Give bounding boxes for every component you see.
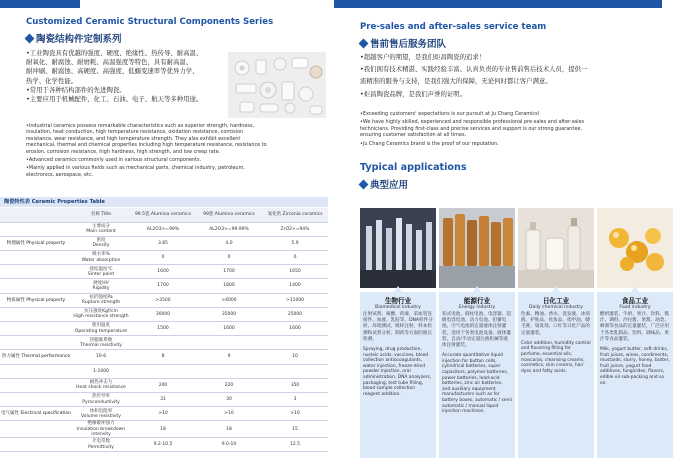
property-name-cn: 硬度HV [93,280,109,286]
property-name-cn: 主要成分 [92,224,110,230]
table-value-cell: 12.5 [262,437,328,451]
table-property-name [72,437,130,451]
app-card-biomedical [360,208,436,458]
table-value-cell: >10 [262,407,328,421]
table-group-cell [0,378,72,392]
section-title-cn-text: 陶瓷结构件定制系列 [36,34,122,45]
property-name-cn: 吸水率% [92,252,110,258]
property-name-cn: 体积电阻率 [89,408,113,414]
intro-en [26,123,328,178]
en-line: •Advanced ceramics commonly used in various structural components. [26,157,202,164]
table-value-cell: 1600 [196,322,262,336]
cn-line: 流精准的服务与支持，是我们强大的保障，无论何时都让客户满意。 [360,77,552,86]
table-value-cell: AL2O3>=99% [130,222,196,236]
table-row [0,236,328,250]
table-value-cell: 220 [196,378,262,392]
en-line: ensuring customer satisfaction at all times. [360,132,467,139]
table-property-name [72,236,130,250]
pointer-triangle-icon [552,286,560,292]
table-property-name [72,251,130,265]
table-value-cell: 35000 [196,307,262,321]
app-desc-cn: 酸奶灌装、牛奶、果汁、饮料、酱汁、调料、沙拉酱、果酱、油类、蜂蜜等食品的定量灌装，广泛应用于各类乳制品、饮料、调味品、果汁等食品灌装。 [600,312,669,342]
section-title-en: Customized Ceramic Structural Components Series [26,17,274,27]
table-property-name [72,222,130,236]
cn-line: •超越客户的期望，是我们炬昌陶瓷的追求！ [360,53,486,61]
table-value-cell: 200 [130,378,196,392]
table-row [0,364,328,378]
property-name-en: 1-1000 [93,368,109,374]
app-title-en: Energy industry [458,305,496,310]
table-group-cell [0,265,72,279]
property-name-en: High resistance strength [73,314,129,320]
property-name-cn: 抗压强度Kgf/cm [84,309,118,315]
table-value-cell: 18 [196,421,262,438]
table-value-cell: 0 [196,251,262,265]
property-name-cn: 绝缘破坏强力 [87,421,115,427]
app-card-daily-chemical [518,208,594,458]
property-name-cn: 烧结温度℃ [89,266,113,272]
table-value-cell: 10 [262,350,328,364]
table-group-cell [0,364,72,378]
table-group-cell: 物理属性 Physical property [0,236,72,250]
app-card-food [597,208,673,458]
table-value-cell: 9.2-10.5 [130,437,196,451]
en-line: mechanical, thermal and chemical properties including high temperature resistance, resistance to [26,142,267,149]
app-title-en: Biomedical industry [375,305,421,310]
app-title-cn: 生物行业 [384,297,412,305]
table-group-cell [0,336,72,350]
table-value-cell: 25000 [262,307,328,321]
table-value-cell: 1700 [130,279,196,293]
table-header-cell: 99瓷 Alumina ceramics [196,208,262,222]
service-cn [360,53,660,99]
property-name-cn: 抗折强度Pa [89,295,113,301]
table-header-group [0,208,72,222]
table-value-cell: 3 [262,392,328,406]
table-property-name [72,307,130,321]
table-value-cell: >10 [196,407,262,421]
property-name-en: Sinter point [87,271,115,277]
table-header-cell: 99.5瓷 Alumina ceramics [130,208,196,222]
diamond-bullet-icon [359,179,369,189]
property-name-en: Operating temperature [74,328,128,334]
app-desc-cn: 扣式电池、圆柱电池、电容器、超级电容电池、动力电池、铅蓄电池、空气电池的定量液体注射灌装，适用于各类电池设备、液体灌装、自动/手动定量注液机械等液体注射灌装。 [442,312,511,349]
table-group-cell [0,421,72,438]
property-name-en: Pyroconductivity [82,399,120,405]
table-property-name [72,364,130,378]
property-name-en: Main content [86,229,116,235]
en-line: technicians. Providing first-class and precise services and support is our strong guarantee, [360,125,582,132]
top-accent-bar [0,0,80,8]
application-cards [360,208,673,458]
app-desc-cn: 注射试剂、核酸、药液、采血管连接件、血液、乳胶等、DNA样件分析、环境测试、吸样注射、样本检测和试剂分析、制药等方面的液压检测。 [363,312,433,342]
app-info-energy [439,292,515,458]
property-name-cn: 热传导率 [92,394,110,400]
table-value-cell [130,336,196,350]
table-row [0,421,328,438]
properties-table [0,208,328,452]
property-name-en: Heat shock resistance [76,385,126,391]
en-line: insulation, heat conduction, high temperature resistance, oxidation resistance, corrosion [26,129,244,136]
typical-title-en: Typical applications [360,162,467,173]
app-desc-cn: 色素、精油、香水、洗发液、沐浴液、护肤品、化妆品、指甲油、睫毛膏、染发剂、口红等日化产品的定量灌装。 [521,312,590,336]
table-row [0,378,328,392]
en-line: •Mainly applied in various fields such as mechanical parts, chemical industry, petroleum, [26,165,245,172]
service-title-cn [360,36,446,50]
table-value-cell [262,336,328,350]
right-column [334,0,670,459]
table-value-cell: 1500 [130,322,196,336]
table-group-cell: 物质属性 Physical property [0,293,72,307]
property-name-en: Rigidity [92,286,110,292]
table-row [0,322,328,336]
table-property-name [72,279,130,293]
app-info-food [597,292,673,458]
table-value-cell [262,364,328,378]
cn-line: •常用于各种结构部件的先进陶瓷。 [26,85,126,94]
table-group-cell [0,392,72,406]
cosmetics-photo [518,208,594,288]
app-desc-en: Spraying, drug production, nucleic acids, vaccines, blood collection antiocoagulants, water injection, freeze-dried powder injection, oral administration, DNA analyzers, packaging, test tube filling, blood sample collection reagent addition. [363,347,432,397]
table-property-name [72,392,130,406]
pointer-triangle-icon [394,286,402,292]
left-column [0,0,328,459]
table-property-name [72,293,130,307]
table-value-cell: 30000 [130,307,196,321]
table-value-cell: 18 [130,421,196,438]
table-header-row [0,208,328,222]
table-value-cell: 4.0 [196,236,262,250]
en-line: resistance, wear resistance, and high temperature strength. They also exhibit excellent [26,135,241,142]
cn-line: •工业陶瓷具有优越的强度、硬度、绝缘性、热传导、耐高温、 [26,49,203,57]
pointer-triangle-icon [631,286,639,292]
app-info-daily-chemical [518,292,594,458]
table-property-name [72,378,130,392]
properties-table-wrap [0,208,328,452]
app-title-cn: 食品工业 [621,297,649,305]
table-value-cell: 1600 [262,322,328,336]
property-name-en: 10-6 [95,354,107,360]
table-value-cell: 8 [130,350,196,364]
pointer-triangle-icon [473,286,481,292]
table-property-name [72,322,130,336]
typical-title-cn-text: 典型应用 [370,180,409,191]
property-name-en: Rupture strength [81,300,121,306]
table-value-cell: 30 [196,392,262,406]
table-value-cell: ZrO2>=94% [262,222,328,236]
table-value-cell: 9.0-10 [196,437,262,451]
cn-line: •主要应用于机械配件、化工、石油、电子、航天等多种用途。 [26,95,203,104]
table-group-cell [0,251,72,265]
table-header-cell: 氧化锆 Zirconia ceramics [262,208,328,222]
en-line: •Exceeding customers' expectations is our pursuit at Ju Chang Ceramics! [360,111,540,117]
app-desc-en: Accurate quantitative liquid injection for button cells, cylindrical batteries, super capacitors, polymer batteries, power batteries, lead-acid batteries, zinc air batteries, and auxiliary equipment manufacturers such as for battery boxes, automatic / semi automatic / manual liquid injection machines. [442,353,512,415]
table-value-cell: 350 [262,378,328,392]
table-value-cell [196,336,262,350]
table-value-cell: 0 [130,251,196,265]
en-line: •Ju Chang Ceramics brand is the proof of our reputation. [360,140,499,147]
table-value-cell: 3.85 [130,236,196,250]
table-header-cell: 名称 Title [72,208,130,222]
table-value-cell: 1700 [196,265,262,279]
typical-title-cn [360,177,408,191]
cn-line: 耐冲刷、耐腐蚀、高硬度、高强度、低蠕变速率等优异力学、 [26,67,199,76]
table-value-cell [196,364,262,378]
app-title-cn: 日化工业 [542,297,570,305]
property-name-cn: 介电常数 [92,439,110,445]
table-group-cell: 电气属性 Electrical specification [0,407,72,421]
table-value-cell: 1400 [262,279,328,293]
table-value-cell: 9 [196,350,262,364]
property-name-en: Volume resistivity [81,413,121,419]
ceramic-parts-photo [228,52,326,118]
table-row [0,265,328,279]
table-group-cell: 热力属性 Thermal performance [0,350,72,364]
en-line: erosion, corrosion resistance, high hardness, high strength, and low creep rate. [26,148,221,155]
app-desc-en: Color addition, humidity control and flavoring filling for perfume, essential oils, mascaras, cleansing creams, cosmetics, skin creams, hair dyes and fatty acids. [521,340,591,374]
table-title-bar: 陶瓷特性表 Ceramic Properties Table [0,197,328,207]
table-value-cell: 1650 [262,265,328,279]
table-row [0,392,328,406]
table-group-cell [0,222,72,236]
table-value-cell: 1800 [196,279,262,293]
en-line: •Industrial ceramics possess remarkable characteristics such as superior strength, hardness, [26,123,255,129]
food-oil-photo [597,208,673,288]
service-title-cn-text: 售前售后服务团队 [370,39,447,50]
property-name-en: Density [92,243,110,249]
cn-line: 耐氧化、耐腐蚀、耐磨耗、高温强度等特色，具有耐高温、 [26,58,193,67]
app-title-cn: 能源行业 [463,297,491,305]
en-line: •We have highly skilled, experienced and responsible professional pre-sales and after-sales [360,119,585,126]
app-title-en: Daily chemical industry [529,305,583,310]
property-name-cn: 热膨胀系数 [89,337,113,343]
section-title-cn [26,31,122,45]
cn-line: •炬昌陶瓷品牌，是我们声誉的证明。 [360,89,467,98]
table-row [0,251,328,265]
service-title-en: Pre-sales and after-sales service team [360,22,547,32]
table-group-cell [0,322,72,336]
table-property-name [72,350,130,364]
diamond-bullet-icon [359,38,369,48]
table-value-cell: >10 [130,407,196,421]
top-accent-bar-right [334,0,662,8]
table-group-cell [0,279,72,293]
table-value-cell: 1600 [130,265,196,279]
table-row [0,336,328,350]
table-value-cell [130,364,196,378]
property-name-cn: 密度 [96,238,106,244]
table-row [0,437,328,451]
lab-tubes-photo [360,208,436,288]
property-name-cn: 使用温度 [92,323,110,329]
service-en [360,111,660,147]
table-row [0,350,328,364]
table-value-cell: >3500 [130,293,196,307]
table-value-cell: AL2O3>=99.99% [196,222,262,236]
table-value-cell: 31 [130,392,196,406]
property-name-cn: 耐热冲击力 [89,380,113,386]
cn-line: •我们拥有技术精湛、实践经验丰富、认真负责的专业售前售后技术人员，提供一 [360,65,588,74]
property-name-en: Insulation breakdown intensity [76,426,126,437]
cn-line: 热学、化学性能。 [26,76,78,85]
table-property-name [72,265,130,279]
app-info-biomedical [360,292,436,458]
table-property-name [72,407,130,421]
app-card-energy [439,208,515,458]
table-value-cell: >11000 [262,293,328,307]
table-value-cell: 0 [262,251,328,265]
property-name-en: Thermal resistivity [80,342,122,348]
table-property-name [72,421,130,438]
property-name-en: Water absorption [81,257,121,263]
table-row [0,407,328,421]
table-row [0,279,328,293]
table-value-cell: 5.9 [262,236,328,250]
table-value-cell: 15 [262,421,328,438]
batteries-photo [439,208,515,288]
table-row [0,222,328,236]
app-desc-en: Milk, yogurt butter, soft drinks, fruit juices, wines, condiments, mustards, slurry, honey, butter, fruit juices, yogurt food additives, fungicides, flavors, edible oil sub-packing and so on. [600,347,670,386]
table-row [0,293,328,307]
property-name-en: Permittivity [88,444,114,450]
app-title-en: Food industry [619,305,651,310]
table-property-name [72,336,130,350]
diamond-bullet-icon [25,33,35,43]
table-group-cell [0,307,72,321]
en-line: electronics, aerospace, etc. [26,171,94,178]
table-row [0,307,328,321]
table-value-cell: >4000 [196,293,262,307]
table-group-cell [0,437,72,451]
